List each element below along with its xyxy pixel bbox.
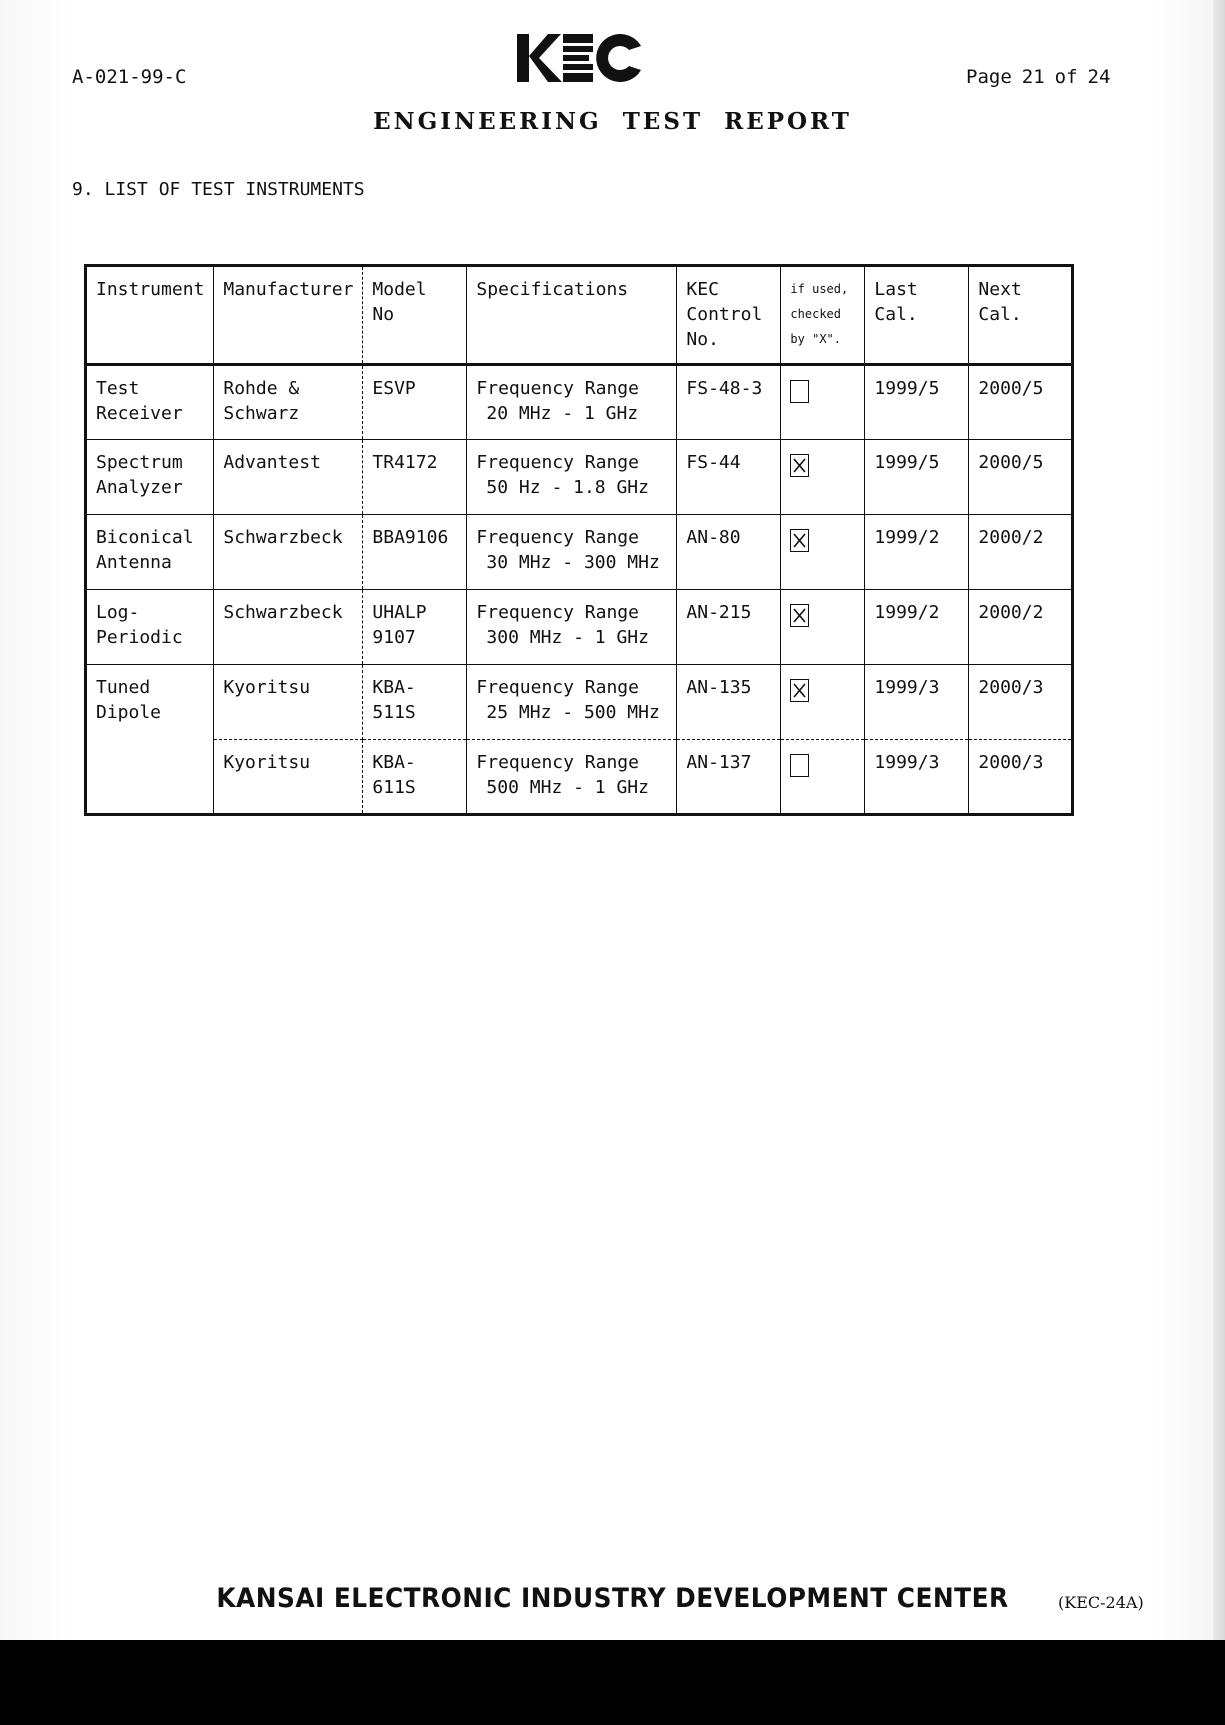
page-word: Page xyxy=(966,66,1012,88)
table-row xyxy=(86,665,1073,740)
cell-model: ESVP xyxy=(363,365,467,440)
table-row xyxy=(86,590,1073,665)
cell-manufacturer: Schwarzbeck xyxy=(214,590,363,665)
cell-model: TR4172 xyxy=(363,440,467,515)
spec-label: Frequency Range xyxy=(476,602,639,623)
document-id: A-021-99-C xyxy=(72,66,187,88)
cell-instrument: Spectrum Analyzer xyxy=(86,440,214,515)
cell-last-cal: 1999/5 xyxy=(865,440,969,515)
table-row xyxy=(86,740,1073,815)
cell-last-cal: 1999/3 xyxy=(865,665,969,740)
cell-next-cal: 2000/5 xyxy=(969,440,1073,515)
cell-last-cal: 1999/2 xyxy=(865,590,969,665)
used-checkbox[interactable] xyxy=(790,604,809,627)
kec-logo xyxy=(515,30,645,86)
x-mark-icon xyxy=(791,455,808,476)
footer-organization: KANSAI ELECTRONIC INDUSTRY DEVELOPMENT CENTER xyxy=(216,1583,1009,1614)
spec-range: 25 MHz - 500 MHz xyxy=(486,702,660,723)
used-checkbox[interactable] xyxy=(790,529,809,552)
table-row xyxy=(86,515,1073,590)
spec-label: Frequency Range xyxy=(476,452,639,473)
spec-range: 20 MHz - 1 GHz xyxy=(486,403,639,424)
cell-next-cal: 2000/2 xyxy=(969,515,1073,590)
used-checkbox[interactable] xyxy=(790,454,809,477)
cell-instrument: Log- Periodic xyxy=(86,590,214,665)
cell-specifications xyxy=(467,515,677,590)
table-header-row xyxy=(86,266,1073,365)
page-edge-shadow xyxy=(1213,0,1225,1640)
cell-last-cal: 1999/5 xyxy=(865,365,969,440)
cell-last-cal: 1999/3 xyxy=(865,740,969,815)
spec-label: Frequency Range xyxy=(476,527,639,548)
spec-range: 30 MHz - 300 MHz xyxy=(486,552,660,573)
spec-label: Frequency Range xyxy=(476,752,639,773)
scan-bottom-band xyxy=(0,1640,1225,1725)
page-current: 21 xyxy=(1021,66,1045,88)
cell-control-no: AN-137 xyxy=(677,740,781,815)
cell-specifications xyxy=(467,740,677,815)
cell-manufacturer: Kyoritsu xyxy=(214,665,363,740)
cell-model: KBA-611S xyxy=(363,740,467,815)
cell-control-no: AN-80 xyxy=(677,515,781,590)
footer-form-code: (KEC-24A) xyxy=(1058,1593,1144,1612)
header-control-no: KEC Control No. xyxy=(677,266,781,365)
cell-specifications xyxy=(467,665,677,740)
spec-range: 50 Hz - 1.8 GHz xyxy=(486,477,649,498)
x-mark-icon xyxy=(791,605,808,626)
header-instrument: Instrument xyxy=(86,266,214,365)
cell-used xyxy=(781,365,865,440)
spec-label: Frequency Range xyxy=(476,677,639,698)
table-row xyxy=(86,365,1073,440)
cell-specifications xyxy=(467,590,677,665)
cell-control-no: AN-135 xyxy=(677,665,781,740)
cell-model: KBA-511S xyxy=(363,665,467,740)
cell-model: BBA9106 xyxy=(363,515,467,590)
header-next-cal: Next Cal. xyxy=(969,266,1073,365)
used-checkbox[interactable] xyxy=(790,754,809,777)
header-model: Model No xyxy=(363,266,467,365)
header-used-check: if used, checked by "X". xyxy=(781,266,865,365)
header-last-cal: Last Cal. xyxy=(865,266,969,365)
page-total: 24 xyxy=(1087,66,1111,88)
instruments-table-wrap xyxy=(84,264,1074,816)
cell-control-no: FS-44 xyxy=(677,440,781,515)
table-row xyxy=(86,440,1073,515)
cell-manufacturer: Rohde & Schwarz xyxy=(214,365,363,440)
cell-control-no: FS-48-3 xyxy=(677,365,781,440)
spec-range: 300 MHz - 1 GHz xyxy=(486,627,649,648)
x-mark-icon xyxy=(791,530,808,551)
cell-used xyxy=(781,665,865,740)
cell-used xyxy=(781,590,865,665)
page-number xyxy=(966,66,1120,88)
spec-range: 500 MHz - 1 GHz xyxy=(486,777,649,798)
x-mark-icon xyxy=(791,680,808,701)
spec-label: Frequency Range xyxy=(476,378,639,399)
used-checkbox[interactable] xyxy=(790,380,809,403)
page-of-word: of xyxy=(1054,66,1078,88)
cell-instrument: Test Receiver xyxy=(86,365,214,440)
cell-used xyxy=(781,740,865,815)
header-manufacturer: Manufacturer xyxy=(214,266,363,365)
header-specifications: Specifications xyxy=(467,266,677,365)
cell-manufacturer: Kyoritsu xyxy=(214,740,363,815)
cell-instrument: Tuned Dipole xyxy=(86,665,214,815)
used-checkbox[interactable] xyxy=(790,679,809,702)
cell-next-cal: 2000/5 xyxy=(969,365,1073,440)
cell-used xyxy=(781,515,865,590)
cell-instrument: Biconical Antenna xyxy=(86,515,214,590)
cell-used xyxy=(781,440,865,515)
section-heading: 9. LIST OF TEST INSTRUMENTS xyxy=(72,179,365,200)
cell-next-cal: 2000/2 xyxy=(969,590,1073,665)
cell-control-no: AN-215 xyxy=(677,590,781,665)
cell-manufacturer: Advantest xyxy=(214,440,363,515)
cell-manufacturer: Schwarzbeck xyxy=(214,515,363,590)
report-title: ENGINEERING TEST REPORT xyxy=(373,108,852,135)
cell-next-cal: 2000/3 xyxy=(969,740,1073,815)
instruments-table xyxy=(84,264,1074,816)
cell-last-cal: 1999/2 xyxy=(865,515,969,590)
cell-next-cal: 2000/3 xyxy=(969,665,1073,740)
cell-specifications xyxy=(467,440,677,515)
cell-model: UHALP 9107 xyxy=(363,590,467,665)
cell-specifications xyxy=(467,365,677,440)
